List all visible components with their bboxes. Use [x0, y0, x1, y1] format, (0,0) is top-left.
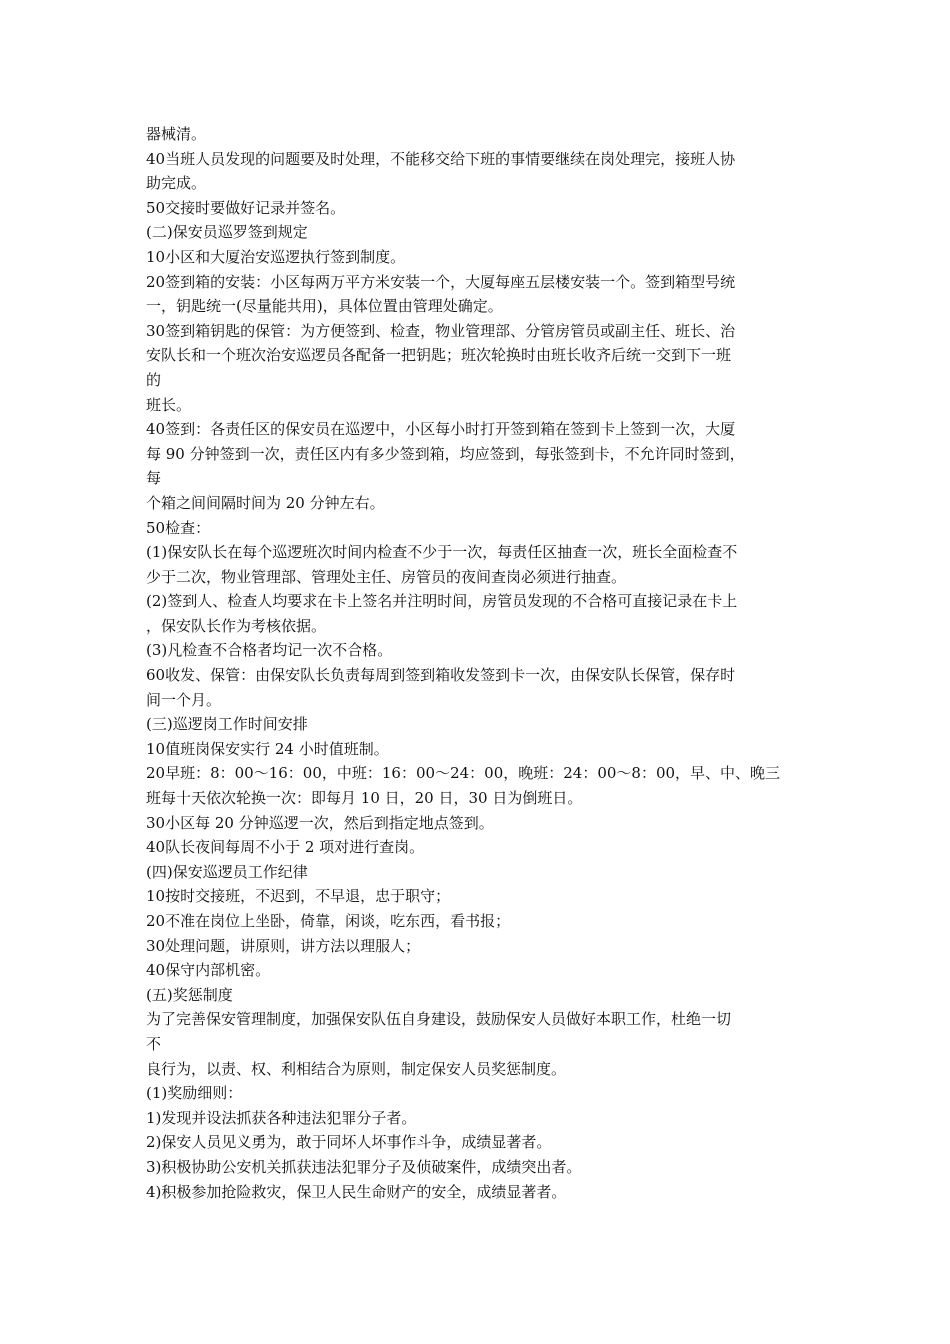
text-line: 30处理问题，讲原则，讲方法以理服人； [146, 936, 421, 955]
text-line: 10按时交接班，不迟到，不早退，忠于职守； [146, 887, 451, 906]
text-line: 30签到箱钥匙的保管：为方便签到、检查，物业管理部、分管房管员或副主任、班长、治 [146, 321, 736, 340]
text-line: 20早班：8：00～16：00，中班：16：00～24：00，晚班：24：00～8：00，早、中、晚三 [146, 764, 781, 783]
section-heading: (五)奖惩制度 [146, 985, 233, 1004]
text-line: (1)奖励细则： [146, 1084, 243, 1103]
text-line: 一，钥匙统一(尽量能共用)，具体位置由管理处确定。 [146, 297, 503, 316]
text-line: 50交接时要做好记录并签名。 [146, 198, 346, 217]
text-line: 3)积极协助公安机关抓获违法犯罪分子及侦破案件，成绩突出者。 [146, 1157, 582, 1176]
text-line: 不 [146, 1034, 162, 1053]
text-line: 40签到：各责任区的保安员在巡逻中，小区每小时打开签到箱在签到卡上签到一次，大厦 [146, 420, 736, 439]
text-line: 1)发现并设法抓获各种违法犯罪分子者。 [146, 1108, 417, 1127]
text-line: 个箱之间间隔时间为 20 分钟左右。 [146, 493, 385, 512]
text-line: 30小区每 20 分钟巡逻一次，然后到指定地点签到。 [146, 813, 494, 832]
text-line: 器械清。 [146, 125, 207, 143]
text-line: 间一个月。 [146, 690, 222, 709]
document-body [146, 122, 826, 1204]
text-line: 4)积极参加抢险救灾，保卫人民生命财产的安全，成绩显著者。 [146, 1182, 567, 1201]
text-line: (3)凡检查不合格者均记一次不合格。 [146, 641, 393, 660]
text-line: 50检查： [146, 518, 211, 537]
text-line: (2)签到人、检查人均要求在卡上签名并注明时间，房管员发现的不合格可直接记录在卡上 [146, 592, 738, 611]
text-line: 助完成。 [146, 174, 207, 193]
text-line: 40当班人员发现的问题要及时处理，不能移交给下班的事情要继续在岗处理完，接班人协 [146, 149, 736, 168]
text-line: 少于二次，物业管理部、管理处主任、房管员的夜间查岗必须进行抽查。 [146, 567, 627, 586]
text-line: 良行为，以责、权、利相结合为原则，制定保安人员奖惩制度。 [146, 1059, 567, 1078]
text-line: 班每十天依次轮换一次：即每月 10 日，20 日，30 日为倒班日。 [146, 789, 583, 808]
text-line: 安队长和一个班次治安巡逻员各配备一把钥匙；班次轮换时由班长收齐后统一交到下一班 [146, 346, 732, 365]
text-line: 40队长夜间每周不小于 2 项对进行查岗。 [146, 838, 425, 857]
text-line: 2)保安人员见义勇为，敢于同坏人坏事作斗争，成绩显著者。 [146, 1133, 552, 1152]
text-line: 20不准在岗位上坐卧，倚靠，闲谈，吃东西，看书报； [146, 912, 511, 930]
text-line: ，保安队长作为考核依据。 [146, 616, 327, 635]
text-line: 班长。 [146, 395, 192, 414]
section-heading: (四)保安巡逻员工作纪律 [146, 862, 308, 881]
section-heading: (三)巡逻岗工作时间安排 [146, 715, 308, 734]
text-line: 10小区和大厦治安巡逻执行签到制度。 [146, 247, 406, 266]
text-line: 每 90 分钟签到一次，责任区内有多少签到箱，均应签到，每张签到卡，不允许同时签到， [146, 444, 745, 463]
text-line: 40保守内部机密。 [146, 961, 271, 980]
text-line: 10值班岗保安实行 24 小时值班制。 [146, 739, 389, 758]
text-line: 20签到箱的安装：小区每两万平方米安装一个，大厦每座五层楼安装一个。签到箱型号统 [146, 272, 736, 291]
text-line: 每 [146, 469, 162, 488]
text-line: 为了完善保安管理制度，加强保安队伍自身建设，鼓励保安人员做好本职工作，杜绝一切 [146, 1010, 732, 1029]
text-line: 的 [146, 370, 162, 389]
text-line: 60收发、保管：由保安队长负责每周到签到箱收发签到卡一次，由保安队长保管，保存时 [146, 666, 736, 685]
text-line: (1)保安队长在每个巡逻班次时间内检查不少于一次，每责任区抽查一次，班长全面检查不 [146, 543, 738, 562]
section-heading: (二)保安员巡罗签到规定 [146, 223, 308, 242]
